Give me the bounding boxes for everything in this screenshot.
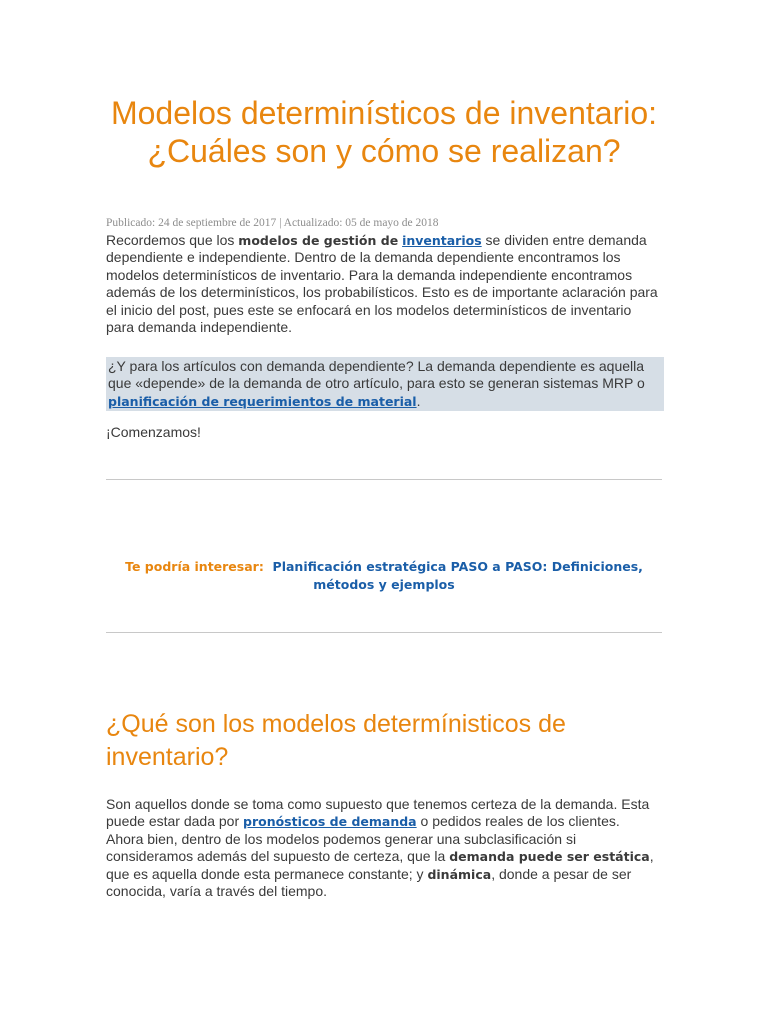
section-paragraph <box>106 796 662 900</box>
start-paragraph: ¡Comenzamos! <box>106 424 201 440</box>
divider-bottom <box>106 632 662 633</box>
section-text-5: , donde a pesar de ser conocida, varía a través del tiempo. <box>106 865 632 900</box>
related-label: Te podría interesar: <box>125 559 264 574</box>
highlight-box <box>106 357 664 411</box>
pronosticos-link[interactable]: pronósticos de demanda <box>243 814 417 830</box>
highlight-text-1: ¿Y para los artículos con demanda dependiente? La demanda dependiente es aquella que «depende» de la demanda de otro artículo, para esto se generan sistemas MRP o <box>108 358 645 392</box>
intro-text-3: se dividen entre demanda dependiente e independiente. Dentro de la demanda dependiente encontramos los modelos determinísticos de inventario. Para la demanda independiente encontramos además de los determinísticos, los probabilísticos. Esto es de importante aclaración para el inicio del post, pues este se enfocará en los modelos determinísticos de inventario para demanda independiente. <box>106 232 658 336</box>
section-bold-2: dinámica <box>427 866 492 882</box>
related-link[interactable]: Planificación estratégica PASO a PASO: Definiciones, métodos y ejemplos <box>272 559 643 592</box>
intro-paragraph <box>106 232 662 336</box>
intro-bold: modelos de gestión de <box>238 233 399 248</box>
section-text-3: Ahora bien, dentro de los modelos podemos generar una subclasificación si consideramos además del supuesto de certeza, que la <box>106 830 577 865</box>
related-box <box>106 558 662 594</box>
section-text-2: o pedidos reales de los clientes. <box>416 813 620 830</box>
section-text-4: , que es aquella donde esta permanece constante; y <box>106 848 654 882</box>
highlight-text-2: . <box>416 392 421 409</box>
section-heading: ¿Qué son los modelos determínisticos de inventario? <box>106 710 566 771</box>
divider-top <box>106 479 662 480</box>
article-title: Modelos determinísticos de inventario: ¿Cuáles son y cómo se realizan? <box>110 95 658 169</box>
intro-text-1: Recordemos que los <box>106 232 239 248</box>
section-bold-1: demanda puede ser estática <box>449 849 650 865</box>
publish-meta: Publicado: 24 de septiembre de 2017 | Actualizado: 05 de mayo de 2018 <box>106 217 439 229</box>
mrp-link[interactable]: planificación de requerimientos de material <box>108 393 417 409</box>
section-text-1: Son aquellos donde se toma como supuesto que tenemos certeza de la demanda. Esta puede estar dada por <box>106 796 650 830</box>
inventarios-link[interactable]: inventarios <box>402 233 482 248</box>
